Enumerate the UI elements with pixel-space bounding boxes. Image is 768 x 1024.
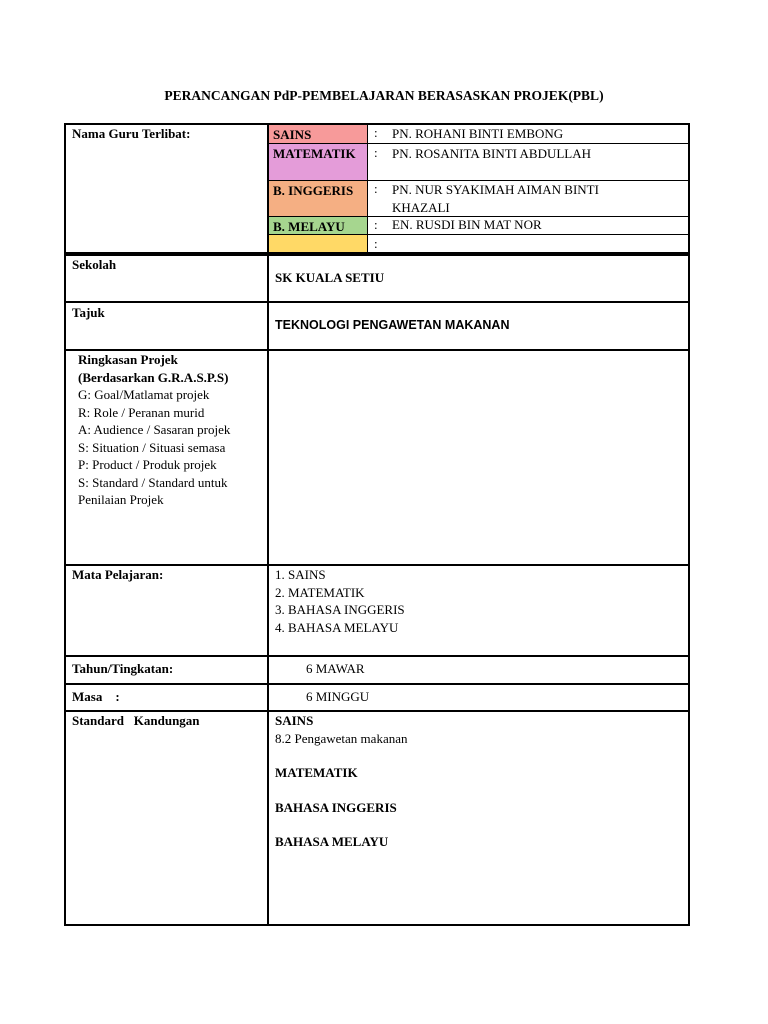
tajuk-label: Tajuk (72, 305, 105, 320)
standard-inggeris-heading: BAHASA INGGERIS (275, 799, 397, 815)
list-item: 3. BAHASA INGGERIS (275, 602, 405, 617)
subject-matematik (269, 144, 367, 180)
mata-pelajaran-label: Mata Pelajaran: (72, 567, 164, 582)
sekolah-value: SK KUALA SETIU (275, 270, 385, 285)
guru-label: Nama Guru Terlibat: (72, 126, 191, 141)
list-item: 2. MATEMATIK (275, 584, 365, 600)
list-item: 4. BAHASA MELAYU (275, 619, 399, 635)
subject-melayu: B. MELAYU (269, 217, 367, 234)
standard-matematik-heading: MATEMATIK (275, 765, 358, 780)
ringkasan-subheading: (Berdasarkan G.R.A.S.P.S) (78, 369, 229, 385)
sekolah-label: Sekolah (72, 257, 117, 272)
colon: : (374, 181, 378, 196)
colon: : (374, 236, 378, 251)
grasps-line: G: Goal/Matlamat projek (78, 387, 210, 402)
subject-sains: SAINS (269, 125, 367, 143)
grasps-line: P: Product / Produk projek (78, 457, 217, 472)
standard-sains-item: 8.2 Pengawetan makanan (275, 730, 408, 746)
colon: : (374, 125, 378, 140)
grasps-line: S: Situation / Situasi semasa (78, 439, 226, 455)
mata-pelajaran-list (275, 566, 405, 636)
grasps-line: Penilaian Projek (78, 492, 164, 507)
colon: : (374, 145, 378, 160)
masa-value: 6 MINGGU (306, 689, 370, 704)
grasps-line: A: Audience / Sasaran projek (78, 422, 231, 437)
page-title: PERANCANGAN PdP-PEMBELAJARAN BERASASKAN PROJEK(PBL) (164, 88, 604, 103)
subject-matematik-label: MATEMATIK (273, 146, 356, 161)
teacher-name-sains: PN. ROHANI BINTI EMBONG (392, 126, 564, 141)
subject-blank (269, 235, 367, 252)
masa-label: Masa : (72, 689, 120, 704)
ringkasan-label (78, 351, 266, 509)
standard-sains-heading: SAINS (275, 713, 314, 728)
grasps-line: S: Standard / Standard untuk (78, 474, 228, 490)
row-line (268, 143, 689, 144)
standard-melayu-heading: BAHASA MELAYU (275, 834, 389, 849)
main-column-divider (267, 254, 269, 926)
standard-kandungan-content (275, 712, 407, 851)
row-divider (64, 683, 690, 685)
subject-inggeris: B. INGGERIS (269, 181, 367, 216)
row-divider (64, 655, 690, 657)
tahun-value: 6 MAWAR (306, 661, 365, 676)
row-divider (64, 301, 690, 303)
tajuk-value: TEKNOLOGI PENGAWETAN MAKANAN (275, 318, 510, 332)
teacher-name-matematik: PN. ROSANITA BINTI ABDULLAH (392, 146, 592, 161)
colon: : (374, 217, 378, 232)
teacher-name-inggeris: PN. NUR SYAKIMAH AIMAN BINTI KHAZALI (392, 182, 599, 215)
teacher-name-melayu: EN. RUSDI BIN MAT NOR (392, 217, 542, 232)
list-item: 1. SAINS (275, 567, 326, 582)
row-line (268, 234, 689, 235)
standard-kandungan-label: Standard Kandungan (72, 713, 200, 728)
grasps-line: R: Role / Peranan murid (78, 404, 205, 420)
ringkasan-heading: Ringkasan Projek (78, 352, 178, 367)
tahun-label: Tahun/Tingkatan: (72, 661, 174, 676)
